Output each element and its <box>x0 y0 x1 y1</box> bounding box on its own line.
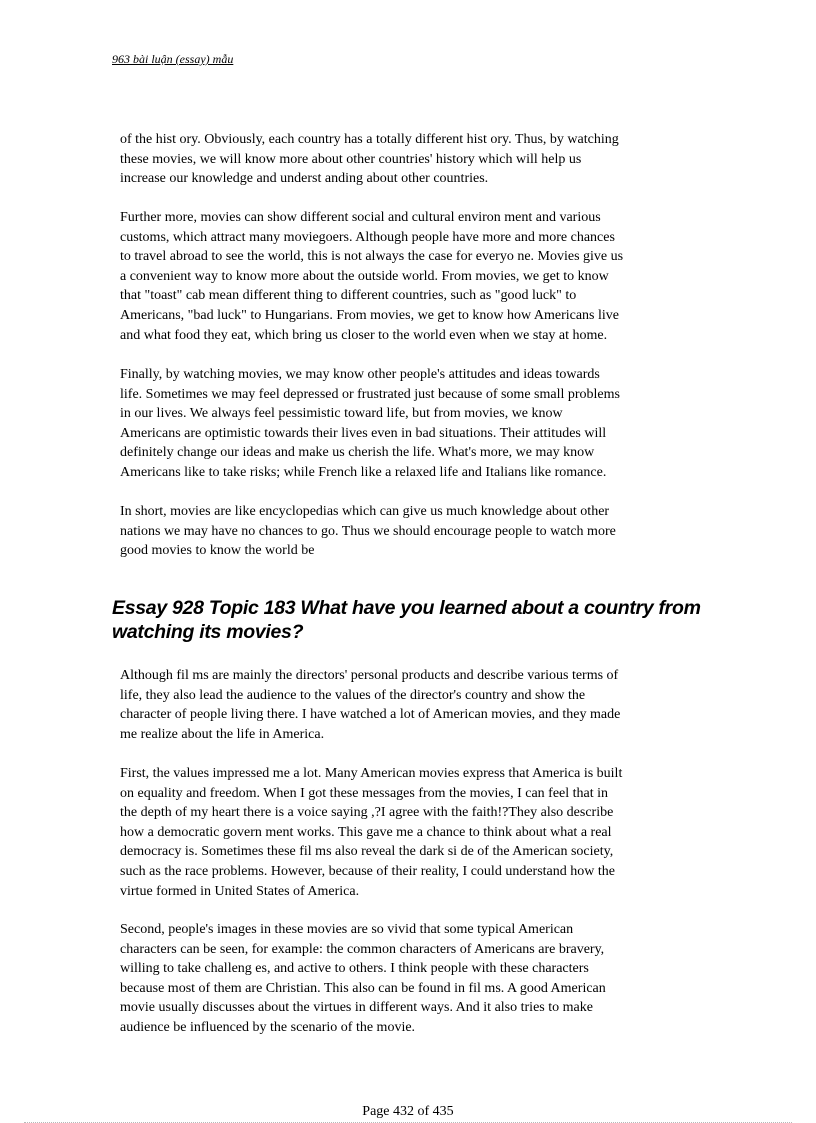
paragraph-history <box>120 130 705 189</box>
text-line: life. Sometimes we may feel depressed or frustrated just because of some small problems <box>120 386 620 402</box>
heading-line: Essay 928 Topic 183 What have you learned about a country from <box>112 597 701 619</box>
text-line: Although fil ms are mainly the directors' personal products and describe various terms of <box>120 668 619 683</box>
text-line: life, they also lead the audience to the values of the director's country and show the <box>120 687 586 703</box>
paragraph-culture <box>120 208 705 345</box>
text-line: on equality and freedom. When I got these messages from the movies, I can feel that in <box>120 785 609 801</box>
text-line: willing to take challeng es, and active to others. I think people with these characters <box>120 961 589 977</box>
text-line: in our lives. We always feel pessimistic toward life, but from movies, we know <box>120 406 563 422</box>
text-line: to travel abroad to see the world, this is not always the case for everyo ne. Movies give us <box>120 249 624 265</box>
text-line: Americans like to take risks; while French like a relaxed life and Italians like romance. <box>120 464 607 480</box>
text-line: In short, movies are like encyclopedias which can give us much knowledge about other <box>120 504 610 519</box>
text-line: Americans are optimistic towards their lives even in bad situations. Their attitudes will <box>120 425 607 441</box>
text-line: audience be influenced by the scenario of the movie. <box>120 1019 416 1035</box>
text-line: Finally, by watching movies, we may know other people's attitudes and ideas towards <box>120 367 600 382</box>
text-line: Americans, "bad luck" to Hungarians. From movies, we get to know how Americans live <box>120 307 619 323</box>
paragraph-conclusion <box>120 502 705 561</box>
text-line: characters can be seen, for example: the common characters of Americans are bravery, <box>120 941 605 957</box>
text-line: customs, which attract many moviegoers. Although people have more and more chances <box>120 229 615 245</box>
paragraph-attitudes <box>120 365 705 483</box>
text-line: movie usually discusses about the virtues in different ways. And it also tries to make <box>120 1000 593 1016</box>
text-line: these movies, we will know more about other countries' history which will help us <box>120 151 582 167</box>
text-line: democracy is. Sometimes these fil ms also reveal the dark si de of the American society, <box>120 844 614 860</box>
text-line: definitely change our ideas and make us cherish the life. What's more, we may know <box>120 445 595 461</box>
text-line: that "toast" cab mean different thing to different countries, such as "good luck" to <box>120 288 577 304</box>
essay-heading <box>112 596 732 644</box>
text-line: such as the race problems. However, because of their reality, I could understand how the <box>120 863 615 879</box>
text-line: nations we may have no chances to go. Thus we should encourage people to watch more <box>120 523 616 539</box>
text-line: me realize about the life in America. <box>120 726 325 742</box>
text-line: of the hist ory. Obviously, each country has a totally different hist ory. Thus, by watching <box>120 132 619 147</box>
text-line: how a democratic govern ment works. This gave me a chance to think about what a real <box>120 824 612 840</box>
text-line: increase our knowledge and underst anding about other countries. <box>120 171 489 187</box>
text-line: a convenient way to know more about the outside world. From movies, we get to know <box>120 268 609 284</box>
text-line: the depth of my heart there is a voice saying ,?I agree with the faith!?They also describe <box>120 805 614 821</box>
paragraph-images <box>120 920 705 1038</box>
text-line: character of people living there. I have watched a lot of American movies, and they made <box>120 707 621 723</box>
paragraph-values <box>120 764 705 901</box>
text-line: good movies to know the world be <box>120 543 315 559</box>
paragraph-intro <box>120 666 705 744</box>
text-line: because most of them are Christian. This also can be found in fil ms. A good American <box>120 980 606 996</box>
heading-line: watching its movies? <box>112 621 304 643</box>
text-line: virtue formed in United States of America. <box>120 883 360 899</box>
running-header: 963 bài luận (essay) mẫu <box>112 52 234 66</box>
text-line: First, the values impressed me a lot. Many American movies express that America is built <box>120 766 623 781</box>
text-line: Further more, movies can show different social and cultural environ ment and various <box>120 210 601 225</box>
text-line: and what food they eat, which bring us closer to the world even when we stay at home. <box>120 327 608 343</box>
page-number: Page 432 of 435 <box>362 1104 454 1119</box>
text-line: Second, people's images in these movies are so vivid that some typical American <box>120 922 574 937</box>
